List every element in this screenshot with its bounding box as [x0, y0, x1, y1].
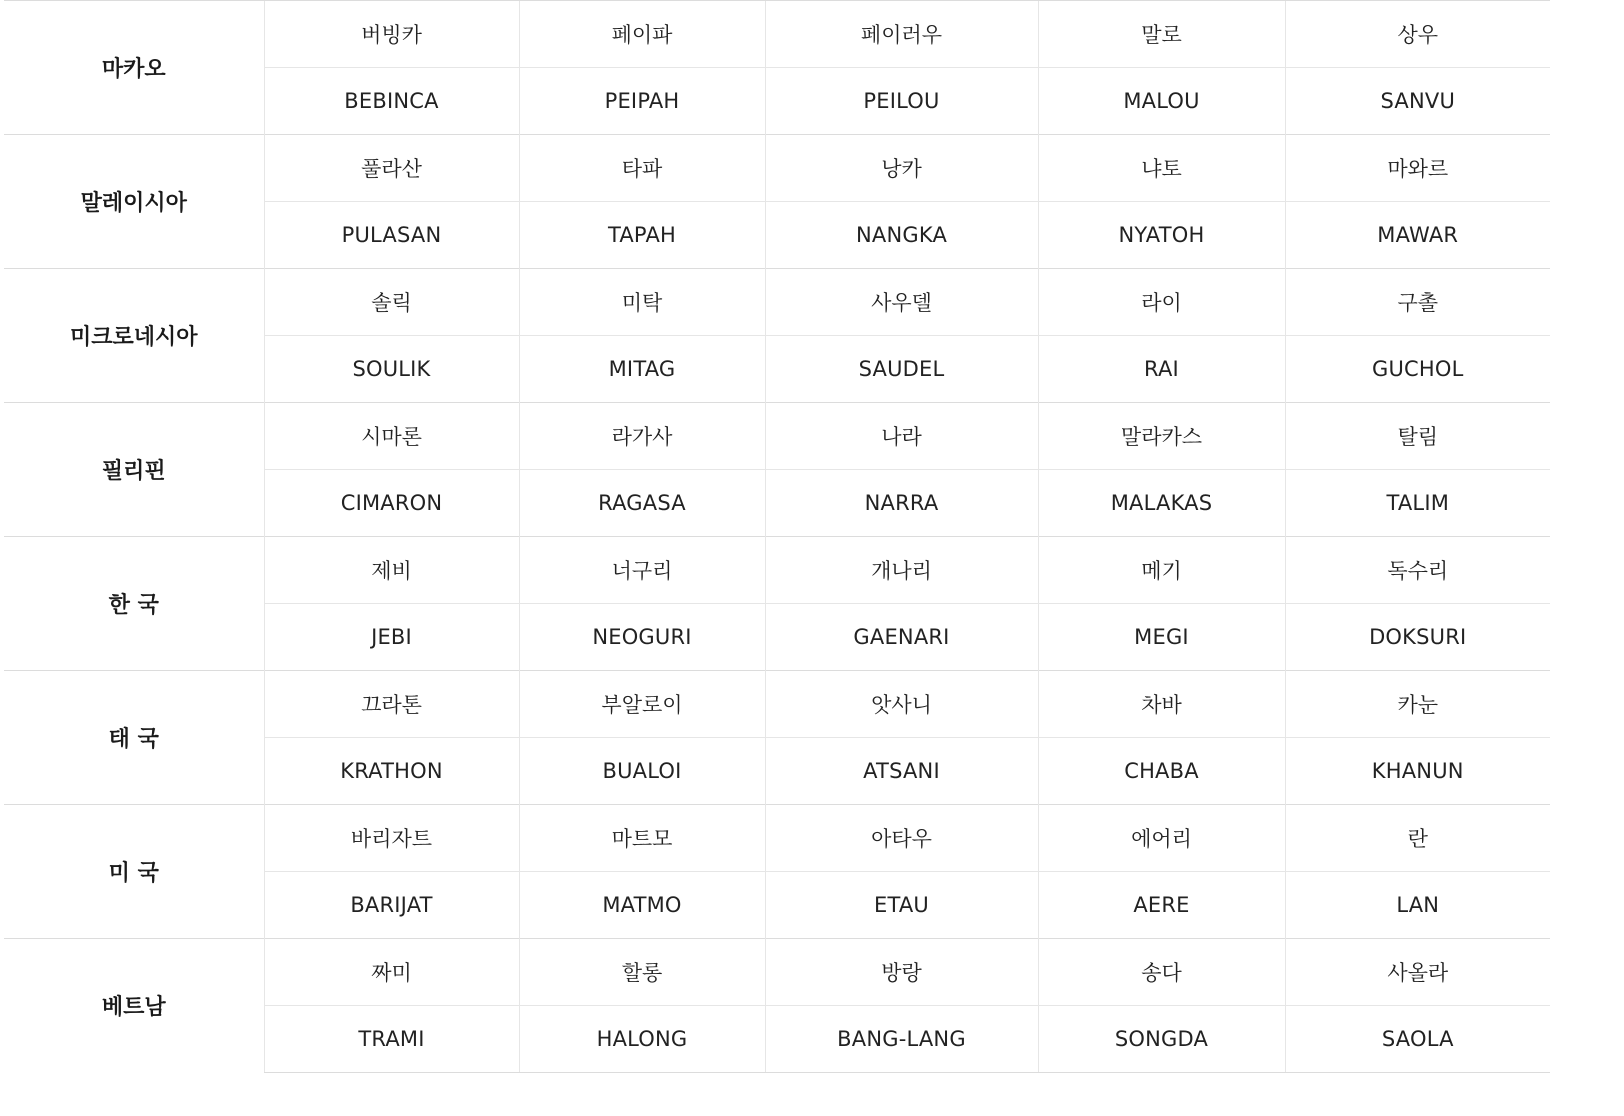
typhoon-name-english: BUALOI — [519, 738, 765, 805]
typhoon-name-english: SAUDEL — [765, 336, 1038, 403]
table-row-korean — [4, 135, 1550, 202]
typhoon-name-korean: 에어리 — [1038, 805, 1285, 872]
typhoon-name-english: ATSANI — [765, 738, 1038, 805]
typhoon-name-english: MALOU — [1038, 68, 1285, 135]
typhoon-name-korean: 방랑 — [765, 939, 1038, 1006]
table-row-korean — [4, 269, 1550, 336]
typhoon-name-english: HALONG — [519, 1006, 765, 1073]
typhoon-name-english: RAGASA — [519, 470, 765, 537]
typhoon-name-korean: 제비 — [264, 537, 519, 604]
country-name: 미크로네시아 — [4, 269, 264, 403]
typhoon-name-english: MAWAR — [1285, 202, 1550, 269]
typhoon-name-korean: 라가사 — [519, 403, 765, 470]
country-name: 필리핀 — [4, 403, 264, 537]
typhoon-name-english: KHANUN — [1285, 738, 1550, 805]
typhoon-name-english: JEBI — [264, 604, 519, 671]
typhoon-name-korean: 마와르 — [1285, 135, 1550, 202]
typhoon-name-english: BEBINCA — [264, 68, 519, 135]
typhoon-name-english: MEGI — [1038, 604, 1285, 671]
table-body — [4, 1, 1550, 1073]
typhoon-name-korean: 마트모 — [519, 805, 765, 872]
typhoon-name-korean: 카눈 — [1285, 671, 1550, 738]
table-row-korean — [4, 671, 1550, 738]
typhoon-name-korean: 사우델 — [765, 269, 1038, 336]
typhoon-name-english: PULASAN — [264, 202, 519, 269]
typhoon-name-korean: 메기 — [1038, 537, 1285, 604]
typhoon-name-english: NARRA — [765, 470, 1038, 537]
typhoon-name-korean: 바리자트 — [264, 805, 519, 872]
typhoon-name-korean: 미탁 — [519, 269, 765, 336]
typhoon-name-english: DOKSURI — [1285, 604, 1550, 671]
typhoon-name-korean: 라이 — [1038, 269, 1285, 336]
country-name: 베트남 — [4, 939, 264, 1073]
typhoon-name-english: SONGDA — [1038, 1006, 1285, 1073]
country-name: 한 국 — [4, 537, 264, 671]
country-name: 말레이시아 — [4, 135, 264, 269]
table-row-korean — [4, 403, 1550, 470]
typhoon-name-korean: 나라 — [765, 403, 1038, 470]
typhoon-name-korean: 송다 — [1038, 939, 1285, 1006]
typhoon-name-english: MITAG — [519, 336, 765, 403]
typhoon-name-korean: 구촐 — [1285, 269, 1550, 336]
typhoon-name-english: KRATHON — [264, 738, 519, 805]
typhoon-name-korean: 란 — [1285, 805, 1550, 872]
typhoon-name-english: TRAMI — [264, 1006, 519, 1073]
table-row-korean — [4, 1, 1550, 68]
typhoon-name-korean: 냐토 — [1038, 135, 1285, 202]
typhoon-name-korean: 풀라산 — [264, 135, 519, 202]
typhoon-name-english: CHABA — [1038, 738, 1285, 805]
typhoon-name-english: TAPAH — [519, 202, 765, 269]
table-row-korean — [4, 805, 1550, 872]
typhoon-name-korean: 할롱 — [519, 939, 765, 1006]
typhoon-name-korean: 앗사니 — [765, 671, 1038, 738]
typhoon-name-english: BANG-LANG — [765, 1006, 1038, 1073]
typhoon-name-english: SOULIK — [264, 336, 519, 403]
typhoon-name-korean: 페이파 — [519, 1, 765, 68]
typhoon-name-korean: 독수리 — [1285, 537, 1550, 604]
country-name: 미 국 — [4, 805, 264, 939]
typhoon-name-english: GUCHOL — [1285, 336, 1550, 403]
country-name: 마카오 — [4, 1, 264, 135]
typhoon-name-korean: 시마론 — [264, 403, 519, 470]
typhoon-name-english: LAN — [1285, 872, 1550, 939]
typhoon-name-korean: 아타우 — [765, 805, 1038, 872]
country-name: 태 국 — [4, 671, 264, 805]
typhoon-names-table — [4, 0, 1550, 1073]
typhoon-name-korean: 상우 — [1285, 1, 1550, 68]
typhoon-name-english: MALAKAS — [1038, 470, 1285, 537]
typhoon-name-english: RAI — [1038, 336, 1285, 403]
typhoon-name-english: NEOGURI — [519, 604, 765, 671]
typhoon-name-korean: 사올라 — [1285, 939, 1550, 1006]
typhoon-name-korean: 솔릭 — [264, 269, 519, 336]
typhoon-name-korean: 탈림 — [1285, 403, 1550, 470]
typhoon-name-korean: 개나리 — [765, 537, 1038, 604]
typhoon-name-korean: 말로 — [1038, 1, 1285, 68]
typhoon-name-english: BARIJAT — [264, 872, 519, 939]
typhoon-name-english: SAOLA — [1285, 1006, 1550, 1073]
typhoon-name-korean: 버빙카 — [264, 1, 519, 68]
typhoon-name-english: NYATOH — [1038, 202, 1285, 269]
typhoon-name-korean: 너구리 — [519, 537, 765, 604]
table-row-korean — [4, 939, 1550, 1006]
typhoon-name-english: SANVU — [1285, 68, 1550, 135]
typhoon-name-english: CIMARON — [264, 470, 519, 537]
typhoon-name-korean: 타파 — [519, 135, 765, 202]
typhoon-name-korean: 차바 — [1038, 671, 1285, 738]
typhoon-name-english: GAENARI — [765, 604, 1038, 671]
typhoon-name-english: ETAU — [765, 872, 1038, 939]
typhoon-name-english: NANGKA — [765, 202, 1038, 269]
typhoon-name-korean: 말라카스 — [1038, 403, 1285, 470]
typhoon-name-english: AERE — [1038, 872, 1285, 939]
typhoon-name-korean: 낭카 — [765, 135, 1038, 202]
typhoon-name-english: PEIPAH — [519, 68, 765, 135]
typhoon-name-english: MATMO — [519, 872, 765, 939]
typhoon-name-english: TALIM — [1285, 470, 1550, 537]
typhoon-name-english: PEILOU — [765, 68, 1038, 135]
typhoon-name-korean: 부알로이 — [519, 671, 765, 738]
typhoon-name-korean: 끄라톤 — [264, 671, 519, 738]
table-row-korean — [4, 537, 1550, 604]
typhoon-name-korean: 페이러우 — [765, 1, 1038, 68]
typhoon-name-korean: 짜미 — [264, 939, 519, 1006]
